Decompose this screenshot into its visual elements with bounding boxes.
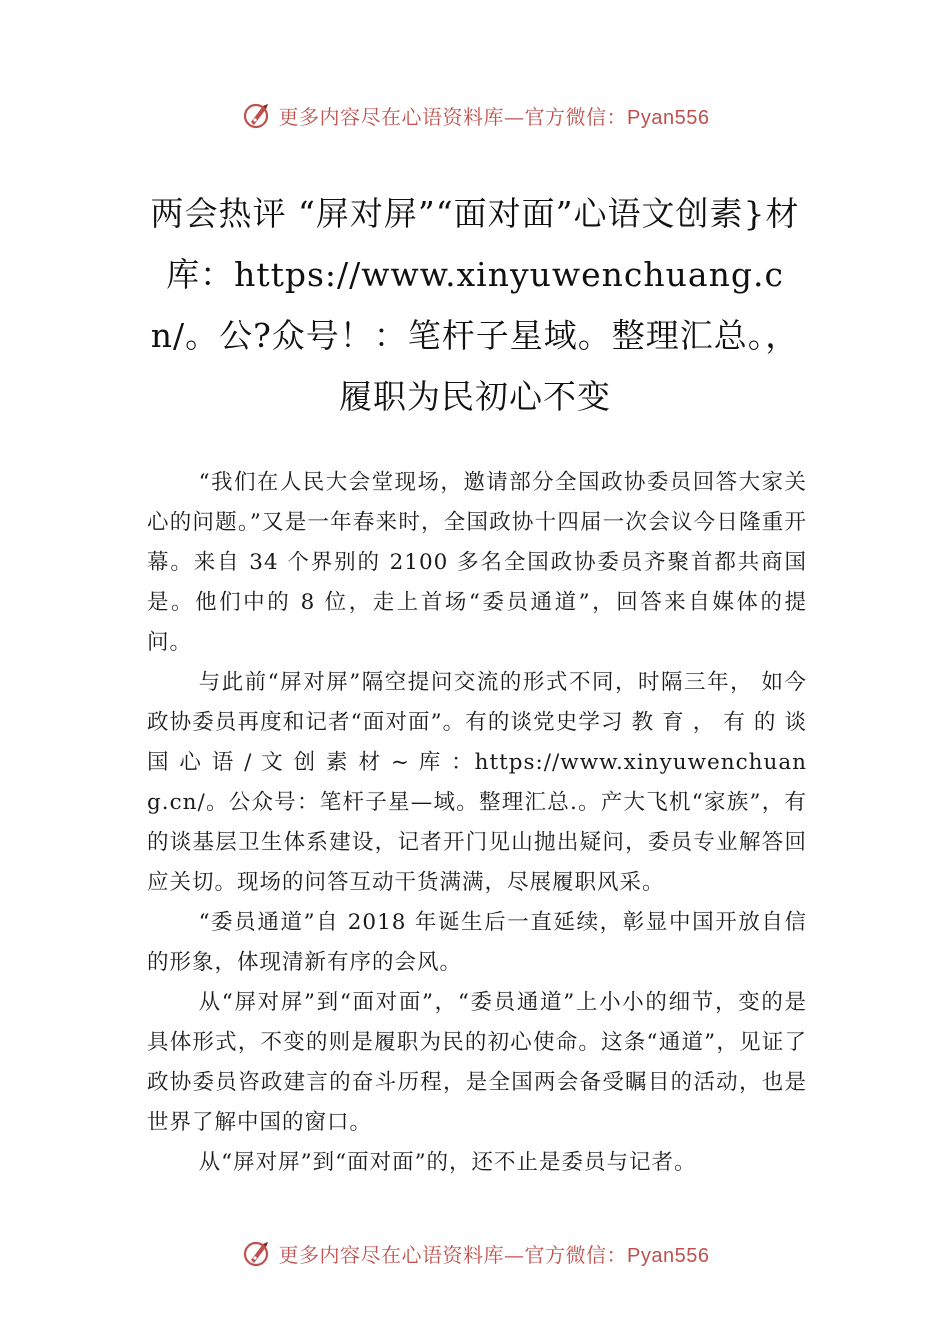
paragraph: 与此前“屏对屏”隔空提问交流的形式不同，时隔三年， 如今政协委员再度和记者“面对面”。有的谈党史学习 教 育 ， 有 的 谈 国 心 语 / 文 创 素 材 ~ 库 ：https://www.xinyuwenchuang.cn/。公众号：笔杆子星—域。整理汇总.。产大飞机“家族”，有的谈基层卫生体系建设，记者开门见山抛出疑问，委员专业解答回应关切。现场的问答互动干货满满，尽展履职风采。 — [147, 670, 807, 895]
footer-banner-text: 更多内容尽在心语资料库—官方微信：Pyan556 — [278, 1242, 710, 1267]
paragraph: 从“屏对屏”到“面对面”，“委员通道”上小小的细节，变的是具体形式，不变的则是履职为民的初心使命。这条“通道”，见证了政协委员咨政建言的奋斗历程，是全国两会备受瞩目的活动，也是世界了解中国的窗口。 — [147, 990, 807, 1135]
document-body — [147, 463, 807, 1183]
paragraph: “我们在人民大会堂现场，邀请部分全国政协委员回答大家关心的问题。”又是一年春来时，全国政协十四届一次会议今日隆重开幕。来自 34 个界别的 2100 多名全国政协委员齐聚首都共商国是。他们中的 8 位，走上首场“委员通道”，回答来自媒体的提问。 — [147, 470, 807, 655]
paragraph: 从“屏对屏”到“面对面”的，还不止是委员与记者。 — [198, 1150, 697, 1175]
document-title: 两会热评 “屏对屏”“面对面”心语文创素}材库：https://www.xinyuwenchuang.cn/。公?众号！：笔杆子星域。整理汇总。，履职为民初心不变 — [150, 194, 800, 416]
footer-banner — [0, 1233, 950, 1273]
pen-nib-logo-icon — [241, 1236, 275, 1270]
header-banner-text: 更多内容尽在心语资料库—官方微信：Pyan556 — [278, 104, 710, 129]
pen-nib-logo-icon — [241, 98, 275, 132]
paragraph: “委员通道”自 2018 年诞生后一直延续，彰显中国开放自信的形象，体现清新有序的会风。 — [147, 910, 807, 975]
header-banner — [0, 95, 950, 135]
